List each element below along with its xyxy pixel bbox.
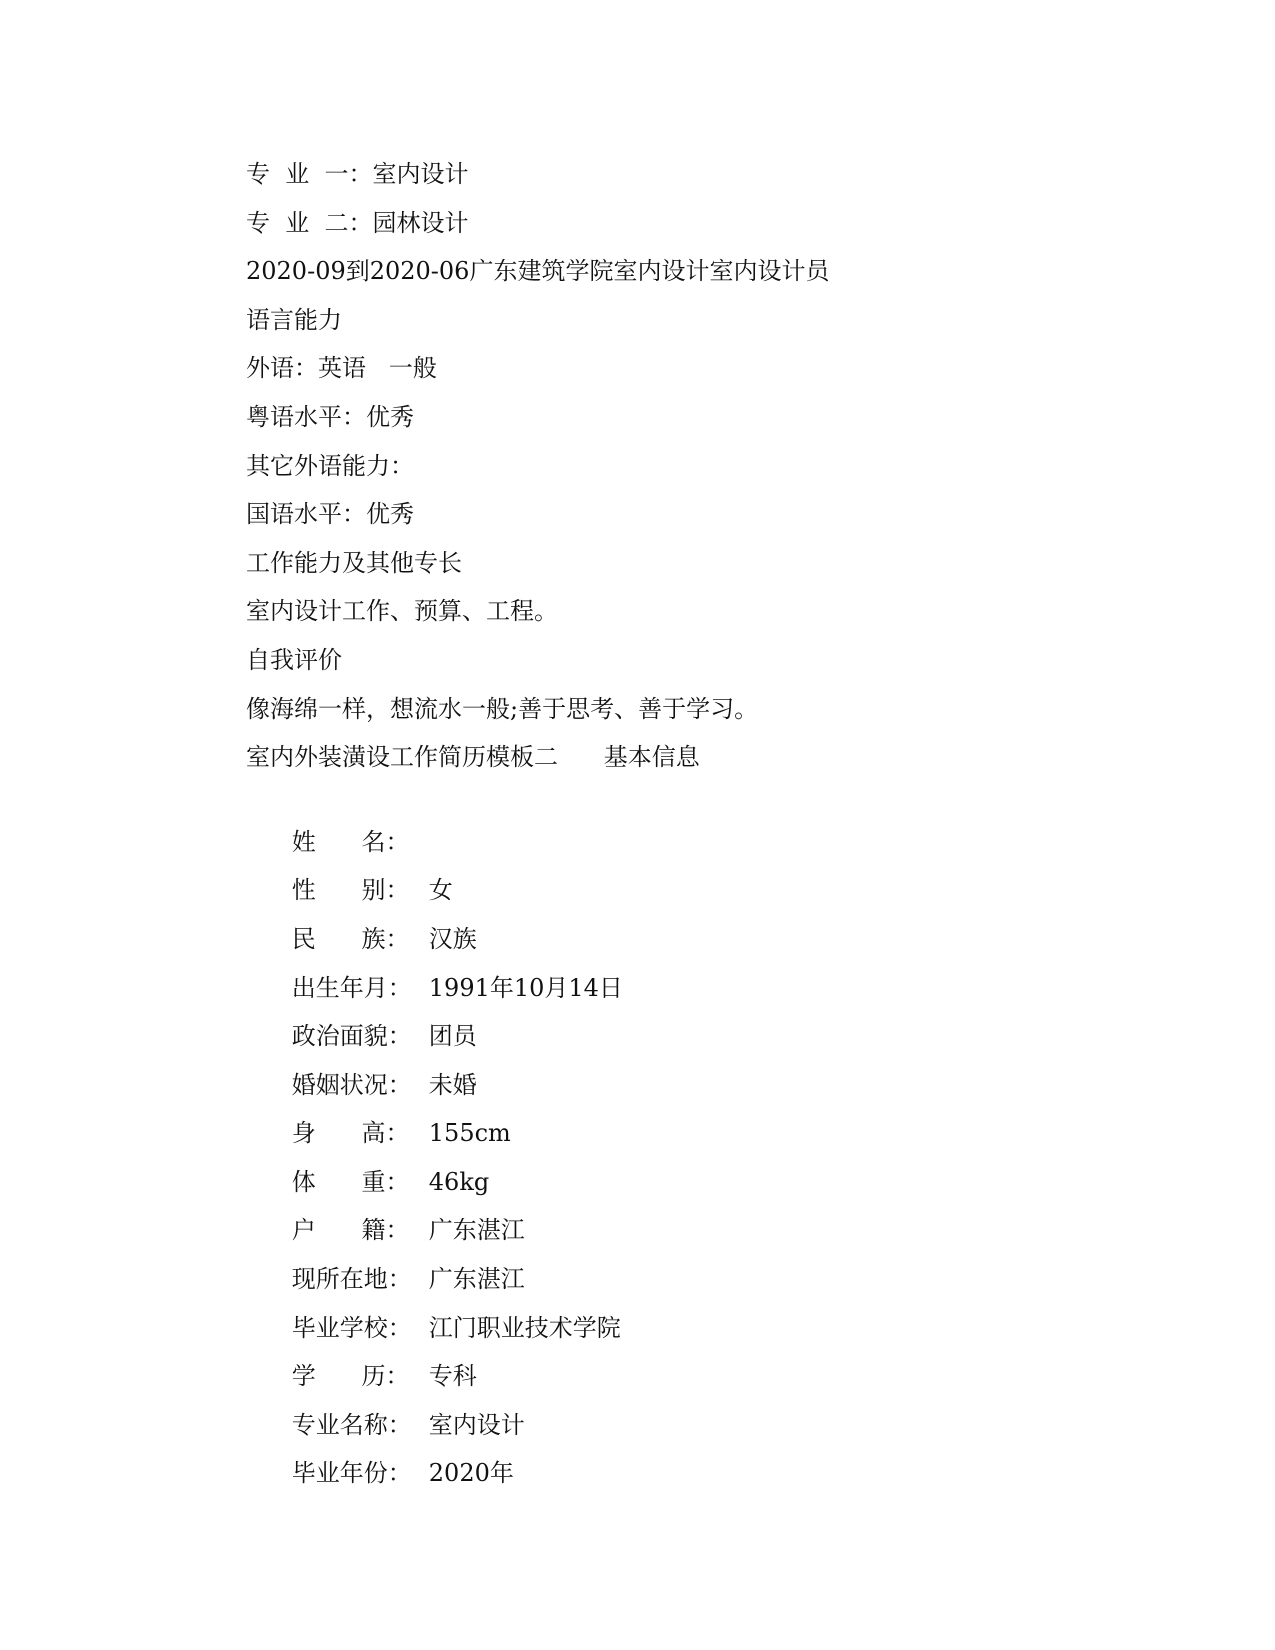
skills-line: 室内设计工作、预算、工程。 [246,597,558,626]
info-value: 广东湛江 [428,1265,525,1294]
info-label: 出生年月： [291,973,412,1002]
info-value: 广东湛江 [428,1216,525,1245]
info-label: 体 重： [291,1167,410,1196]
info-label: 婚姻状况： [291,1070,412,1099]
major-one-line: 专 业 一：室内设计 [246,160,469,188]
info-value: 汉族 [428,924,477,953]
self-evaluation-line: 像海绵一样，想流水一般;善于思考、善于学习。 [246,694,759,723]
info-value: 室内设计 [428,1410,525,1439]
info-label: 毕业学校： [291,1313,412,1342]
info-value: 155cm [428,1119,511,1148]
info-label: 姓 名： [291,827,410,856]
info-label: 民 族： [291,924,410,953]
document-body [246,156,1146,1488]
info-label: 毕业年份： [291,1459,412,1488]
info-value: 女 [428,876,453,905]
info-value: 江门职业技术学院 [428,1313,621,1342]
skills-heading: 工作能力及其他专长 [246,548,462,577]
info-label: 身 高： [291,1119,410,1148]
info-label: 专业名称： [291,1410,412,1439]
info-label: 现所在地： [291,1265,412,1294]
info-value: 未婚 [428,1070,477,1099]
cantonese-level-line: 粤语水平：优秀 [246,402,414,431]
info-value: 2020年 [428,1459,514,1488]
mandarin-level-line: 国语水平：优秀 [246,500,414,529]
major-two-line: 专 业 二：园林设计 [246,208,469,237]
info-label: 学 历： [291,1362,410,1391]
info-row-name [246,788,1146,856]
other-language-line: 其它外语能力： [246,451,414,480]
info-label: 政治面貌： [291,1022,412,1051]
info-label: 户 籍： [291,1216,410,1245]
template-two-heading: 室内外装潢设工作简历模板二 基本信息 [246,743,700,772]
self-evaluation-heading: 自我评价 [246,645,342,674]
info-value: 1991年10月14日 [428,973,623,1002]
work-experience-line: 2020-09到2020-06广东建筑学院室内设计室内设计员 [246,257,830,286]
info-value: 46kg [428,1167,490,1196]
info-value: 专科 [428,1362,477,1391]
language-ability-heading: 语言能力 [246,305,342,334]
info-value: 团员 [428,1022,477,1051]
foreign-language-line: 外语：英语 一般 [246,354,437,383]
info-label: 性 别： [291,876,410,905]
